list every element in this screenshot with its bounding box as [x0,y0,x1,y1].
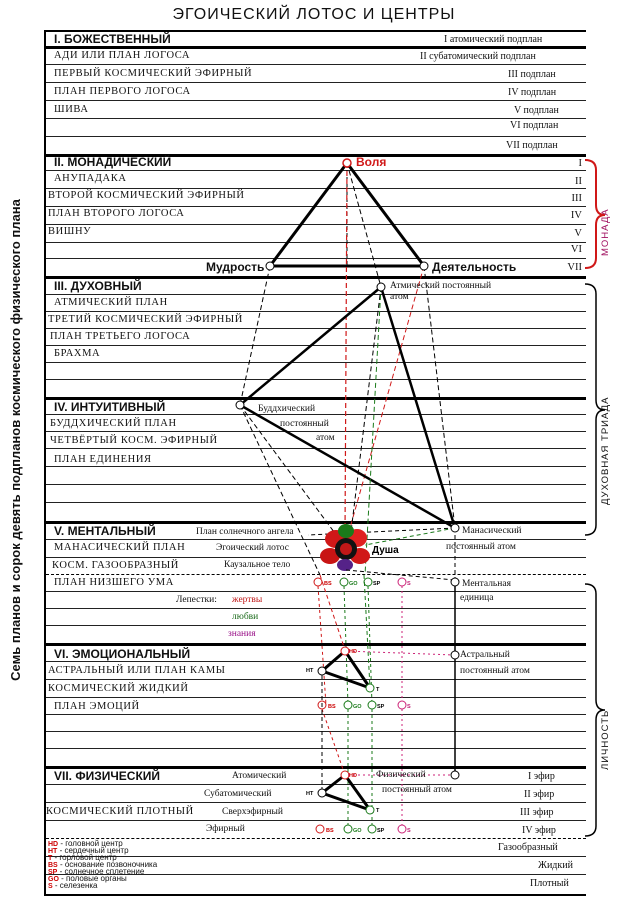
plan-label: ЧЕТВЁРТЫЙ КОСМ. ЭФИРНЫЙ [50,435,218,446]
triad-bracket [585,284,605,535]
physical-label-2: постоянный атом [382,785,452,795]
ether-label: III эфир [520,807,554,818]
activity-node [420,262,428,270]
centers-row-mental [314,578,459,586]
plan-label: ШИВА [54,104,89,115]
will-ray-red [345,163,347,535]
mental-unit-label-2: единица [460,593,494,603]
subplan-label: II субатомический подплан [420,51,536,62]
code-sp: SP [377,704,385,710]
legend-code: BS [48,862,58,869]
connector-dashed [424,266,455,528]
plan-label: АТМИЧЕСКИЙ ПЛАН [54,297,168,308]
plan-label: ПЛАН НИЗШЕГО УМА [54,577,174,588]
section-title-5: V. МЕНТАЛЬНЫЙ [54,524,156,538]
subplan-label: V подплан [514,105,559,116]
astral-label-1: Астральный [460,650,510,660]
plan-label: КОСМИЧЕСКИЙ ЖИДКИЙ [48,683,189,694]
page-title: ЭГОИЧЕСКИЙ ЛОТОС И ЦЕНТРЫ [172,6,456,23]
caption: Эфирный [206,824,245,834]
code-bs: BS [324,581,332,587]
atmic-label-2: атом [390,292,409,302]
plan-label: ПЛАН ВТОРОГО ЛОГОСА [48,208,185,219]
buddhic-label-1: Буддхический [258,404,316,414]
plan-label: АДИ ИЛИ ПЛАН ЛОГОСА [54,50,191,61]
code-hd: HD [349,649,357,655]
code-s: S [407,581,411,587]
legend-code: T [48,855,53,862]
center-throat [366,806,374,814]
connector-dashed [347,163,381,287]
roman-numeral: II [575,176,582,187]
code-go: GO [353,704,362,710]
plan-label: МАНАСИЧЕСКИЙ ПЛАН [54,542,186,553]
caption-green: любви [232,612,259,622]
legend-text: - головной центр [60,839,123,848]
legend-code: GO [48,876,59,883]
caption: Субатомический [204,789,272,799]
wisdom-node [266,262,274,270]
plan-label: ПЛАН ТРЕТЬЕГО ЛОГОСА [50,331,191,342]
buddhic-label-3: атом [316,433,335,443]
caption-red: жертвы [232,595,263,605]
plan-label: АНУПАДАКА [54,173,127,184]
code-hd: HD [349,773,357,779]
plan-label: БУДДХИЧЕСКИЙ ПЛАН [50,418,177,429]
code-t: T [376,808,380,814]
plan-label: ПЛАН ПЕРВОГО ЛОГОСА [54,86,191,97]
caption: Эгоический лотос [216,543,289,553]
section-title-1: I. БОЖЕСТВЕННЫЙ [54,32,171,46]
red-dotted [318,586,326,705]
roman-numeral: V [574,228,582,239]
legend-code: S [48,883,53,890]
roman-numeral: I [578,158,582,169]
center-heart [318,789,326,797]
code-bs: BS [328,704,336,710]
subplan-label: VI подплан [510,120,559,131]
code-s: S [407,828,411,834]
soul-label: Душа [372,545,399,556]
physical-label-1: Физический [376,770,426,780]
plan-label: ТРЕТИЙ КОСМИЧЕСКИЙ ЭФИРНЫЙ [48,314,243,325]
plan-label: ПЛАН ЭМОЦИЙ [54,701,140,712]
roman-numeral: VII [567,262,582,273]
monad-bracket [585,160,605,268]
buddhic-label-2: постоянный [280,419,329,429]
code-go: GO [353,828,362,834]
connector-dashed [240,405,320,575]
personality-bracket [585,584,605,836]
plan-label: ВИШНУ [48,226,92,237]
green-dotted [364,575,370,688]
plan-label: ПЕРВЫЙ КОСМИЧЕСКИЙ ЭФИРНЫЙ [54,68,253,79]
code-ht: HT [306,791,314,797]
manasic-label-1: Манасический [462,526,522,536]
matter-label: Газообразный [498,842,558,853]
emotional-triangle [322,651,370,688]
roman-numeral: VI [570,244,582,255]
matter-label: Плотный [530,878,569,889]
personality-bracket-label: ЛИЧНОСТЬ [600,709,611,770]
connector-dashed [350,287,381,540]
activity-label: Деятельность [432,260,517,274]
manasic-label-2: постоянный атом [446,542,516,552]
ether-label: I эфир [528,771,555,782]
legend-item [48,882,98,891]
astral-atom [451,651,459,659]
will-label: Воля [356,155,387,169]
physical-atom [451,771,459,779]
vertical-left-caption: Семь планов и сорок девять подпланов космического физического плана [8,199,23,681]
legend-text: - горловой центр [54,853,117,862]
plan-label: КОСМ. ГАЗООБРАЗНЫЙ [52,560,179,571]
code-bs: BS [326,828,334,834]
magenta-dotted [345,651,455,655]
code-sp: SP [373,581,381,587]
legend-text: - основание позвоночника [59,860,158,869]
section-title-6: VI. ЭМОЦИОНАЛЬНЫЙ [54,647,191,661]
caption: План солнечного ангела [196,527,294,537]
caption: Каузальное тело [224,560,291,570]
matter-label: Жидкий [538,860,573,871]
legend-text: - солнечное сплетение [59,867,145,876]
caption: Атомический [232,771,287,781]
legend-text: - селезенка [54,881,98,890]
center-heart [318,667,326,675]
section-title-7: VII. ФИЗИЧЕСКИЙ [54,769,161,783]
subplan-label: III подплан [508,69,556,80]
center-throat [366,684,374,692]
legend-code: HD [48,841,59,848]
code-ht: HT [306,668,314,674]
plan-label: АСТРАЛЬНЫЙ ИЛИ ПЛАН КАМЫ [48,665,226,676]
ether-label: II эфир [524,789,555,800]
code-s: S [407,704,411,710]
roman-numeral: III [571,193,582,204]
section-title-2: II. МОНАДИЧЕСКИЙ [54,155,172,169]
section-title-4: IV. ИНТУИТИВНЫЙ [54,400,166,414]
monad-bracket-label: МОНАДА [600,208,611,256]
caption: Сверхэфирный [222,807,283,817]
legend-code: HT [48,848,58,855]
roman-numeral: IV [570,210,582,221]
manasic-node [451,524,459,532]
green-dotted [344,586,348,705]
code-sp: SP [377,828,385,834]
plan-label: ПЛАН ЕДИНЕНИЯ [54,454,152,465]
triad-bracket-label: ДУХОВНАЯ ТРИАДА [600,396,611,505]
physical-triangle [322,775,370,810]
legend-text: - сердечный центр [59,846,129,855]
legend-text: - половые органы [61,874,127,883]
red-dotted [322,709,345,775]
plan-label: ВТОРОЙ КОСМИЧЕСКИЙ ЭФИРНЫЙ [48,190,245,201]
buddhic-node [236,401,244,409]
atmic-label-1: Атмический постоянный [390,281,492,291]
astral-label-2: постоянный атом [460,666,530,676]
subplan-label: I атомический подплан [444,34,543,45]
subplan-label: VII подплан [506,140,558,151]
will-node [343,159,351,167]
section-title-3: III. ДУХОВНЫЙ [54,279,142,293]
mental-unit-label-1: Ментальная [462,579,511,589]
subplan-label: IV подплан [508,87,557,98]
atmic-node [377,283,385,291]
wisdom-label: Мудрость [206,260,265,274]
caption-purple: знания [228,629,256,639]
code-t: T [376,687,380,693]
egoic-lotus [320,524,370,571]
code-go: GO [349,581,358,587]
legend-code: SP [48,869,58,876]
ether-label: IV эфир [522,825,556,836]
plan-label: БРАХМА [54,348,101,359]
plan-label: КОСМИЧЕСКИЙ ПЛОТНЫЙ [46,806,194,817]
caption: Лепестки: [176,595,217,605]
